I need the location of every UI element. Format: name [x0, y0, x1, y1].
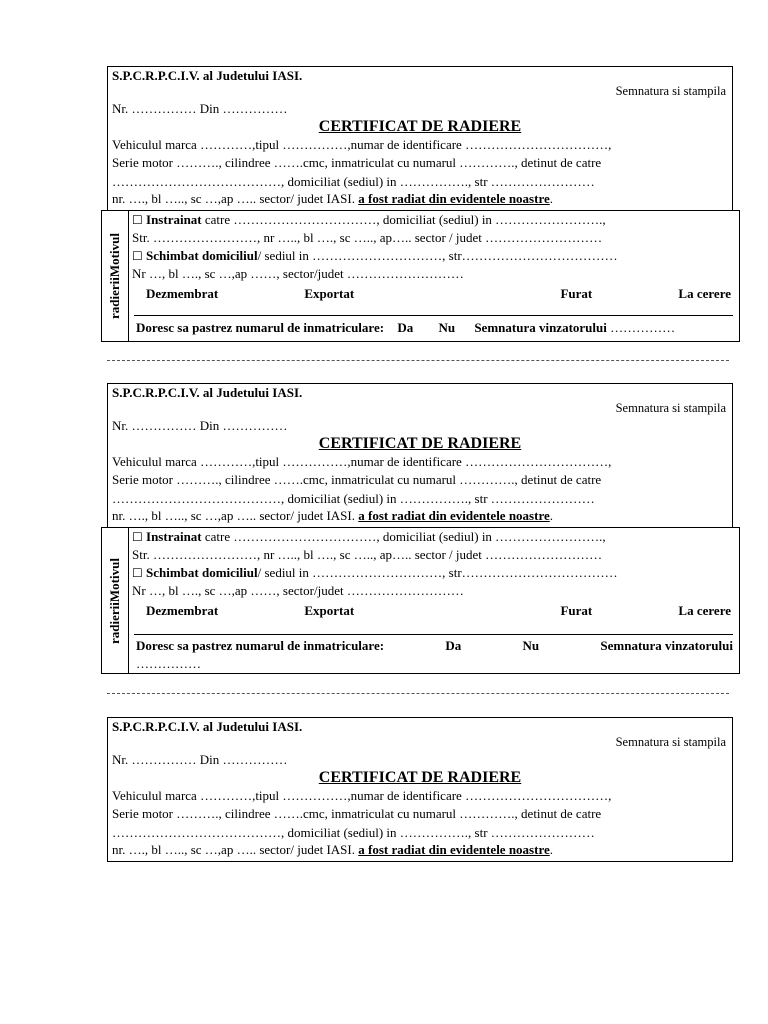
option-schimbat-address: Nr …, bl …., sc …,ap ……, sector/judet ………………………	[132, 583, 464, 598]
certificate-form-2	[107, 383, 733, 529]
stamp-label: Semnatura si stampila	[615, 84, 726, 98]
option-label: Instrainat	[146, 529, 202, 544]
nr-line: Nr. …………… Din ……………	[112, 101, 288, 116]
cut-line-2	[107, 693, 729, 694]
option-schimbat-address: Nr …, bl …., sc …,ap ……, sector/judet ………………………	[132, 266, 464, 281]
owner-line: …………………………………, domiciliat (sediul) in ……………., str ……………………	[112, 491, 595, 506]
reason-list	[146, 286, 731, 302]
nr-line: Nr. …………… Din ……………	[112, 752, 288, 767]
keep-yes[interactable]: Da	[445, 638, 462, 653]
side-label-text: radieriiMotivul	[107, 557, 122, 644]
nr-line: Nr. …………… Din ……………	[112, 418, 288, 433]
radiated-statement: a fost radiat din evidentele noastre	[358, 191, 550, 206]
vehicle-line: Vehiculul marca …………,tipul ……………,numar de identificare ……………………………,	[112, 788, 612, 803]
option-instrainat[interactable]	[132, 212, 606, 228]
keep-no[interactable]: Nu	[438, 320, 456, 335]
seller-signature-field[interactable]: ……………	[136, 656, 201, 671]
address-prefix: nr. …., bl ….., sc …,ap ….. sector/ judet IASI.	[112, 508, 355, 523]
engine-line: Serie motor ………., cilindree …….cmc, inmatriculat cu numarul …………., detinut de catre	[112, 155, 602, 170]
authority-header: S.P.C.R.P.C.I.V. al Judetului IASI.	[112, 385, 303, 400]
option-label: Schimbat domiciliul	[146, 248, 258, 263]
reason-furat[interactable]: Furat	[560, 286, 593, 301]
engine-line: Serie motor ………., cilindree …….cmc, inmatriculat cu numarul …………., detinut de catre	[112, 806, 602, 821]
reason-furat[interactable]: Furat	[560, 603, 593, 618]
option-instrainat-address: Str. ……………………, nr ….., bl …., sc ….., ap….. sector / judet ………………………	[132, 547, 603, 562]
certificate-form-3	[107, 717, 733, 862]
vehicle-line: Vehiculul marca …………,tipul ……………,numar de identificare ……………………………,	[112, 137, 612, 152]
divider	[134, 634, 733, 635]
keep-yes[interactable]: Da	[397, 320, 414, 335]
seller-signature-field[interactable]: ……………	[610, 320, 676, 335]
option-instrainat-address: Str. ……………………, nr ….., bl …., sc ….., ap….. sector / judet ………………………	[132, 230, 603, 245]
reason-la-cerere[interactable]: La cerere	[678, 603, 731, 618]
address-prefix: nr. …., bl ….., sc …,ap ….. sector/ judet IASI.	[112, 191, 355, 206]
certificate-form-1	[107, 66, 733, 212]
address-line	[112, 508, 553, 524]
reason-dezmembrat[interactable]: Dezmembrat	[146, 603, 219, 618]
radiated-statement: a fost radiat din evidentele noastre	[358, 842, 550, 857]
keep-plate-label: Doresc sa pastrez numarul de inmatriculare:	[136, 638, 385, 653]
keep-plate-label: Doresc sa pastrez numarul de inmatriculare:	[136, 320, 385, 335]
option-schimbat[interactable]	[132, 565, 618, 581]
address-prefix: nr. …., bl ….., sc …,ap ….. sector/ judet IASI.	[112, 842, 355, 857]
option-text: catre ……………………………, domiciliat (sediul) in …………………….,	[201, 529, 606, 544]
keep-plate-line	[136, 320, 733, 336]
option-label: Instrainat	[146, 212, 202, 227]
owner-line: …………………………………, domiciliat (sediul) in ……………., str ……………………	[112, 174, 595, 189]
reason-side-label	[102, 528, 129, 673]
reason-box-1	[101, 210, 740, 342]
option-text: / sediul in …………………………, str………………………………	[257, 565, 618, 580]
option-schimbat[interactable]	[132, 248, 618, 264]
checkbox-icon[interactable]: ☐	[132, 249, 143, 263]
reason-exportat[interactable]: Exportat	[304, 603, 355, 618]
option-text: / sediul in …………………………, str………………………………	[257, 248, 618, 263]
keep-plate-line	[136, 638, 733, 654]
seller-signature-label: Semnatura vinzatorului	[600, 638, 733, 653]
divider	[134, 315, 733, 316]
reason-side-label	[102, 211, 129, 341]
radiated-statement: a fost radiat din evidentele noastre	[358, 508, 550, 523]
period: .	[549, 191, 553, 206]
seller-signature-label: Semnatura vinzatorului	[474, 320, 607, 335]
period: .	[549, 842, 553, 857]
stamp-label: Semnatura si stampila	[615, 735, 726, 749]
reason-la-cerere[interactable]: La cerere	[678, 286, 731, 301]
address-line	[112, 842, 553, 858]
option-text: catre ……………………………, domiciliat (sediul) in …………………….,	[201, 212, 606, 227]
checkbox-icon[interactable]: ☐	[132, 530, 143, 544]
checkbox-icon[interactable]: ☐	[132, 566, 143, 580]
owner-line: …………………………………, domiciliat (sediul) in ……………., str ……………………	[112, 825, 595, 840]
side-label-text: radieriiMotivul	[107, 233, 122, 319]
reason-list	[146, 603, 731, 619]
certificate-title: CERTIFICAT DE RADIERE	[318, 769, 522, 786]
authority-header: S.P.C.R.P.C.I.V. al Judetului IASI.	[112, 68, 303, 83]
option-instrainat[interactable]	[132, 529, 606, 545]
keep-no[interactable]: Nu	[522, 638, 540, 653]
certificate-title: CERTIFICAT DE RADIERE	[318, 118, 522, 135]
checkbox-icon[interactable]: ☐	[132, 213, 143, 227]
period: .	[549, 508, 553, 523]
engine-line: Serie motor ………., cilindree …….cmc, inmatriculat cu numarul …………., detinut de catre	[112, 472, 602, 487]
stamp-label: Semnatura si stampila	[615, 401, 726, 415]
vehicle-line: Vehiculul marca …………,tipul ……………,numar de identificare ……………………………,	[112, 454, 612, 469]
authority-header: S.P.C.R.P.C.I.V. al Judetului IASI.	[112, 719, 303, 734]
address-line	[112, 191, 553, 207]
reason-exportat[interactable]: Exportat	[304, 286, 355, 301]
reason-box-2	[101, 527, 740, 674]
cut-line-1	[107, 360, 729, 361]
option-label: Schimbat domiciliul	[146, 565, 258, 580]
reason-dezmembrat[interactable]: Dezmembrat	[146, 286, 219, 301]
certificate-title: CERTIFICAT DE RADIERE	[318, 435, 522, 452]
